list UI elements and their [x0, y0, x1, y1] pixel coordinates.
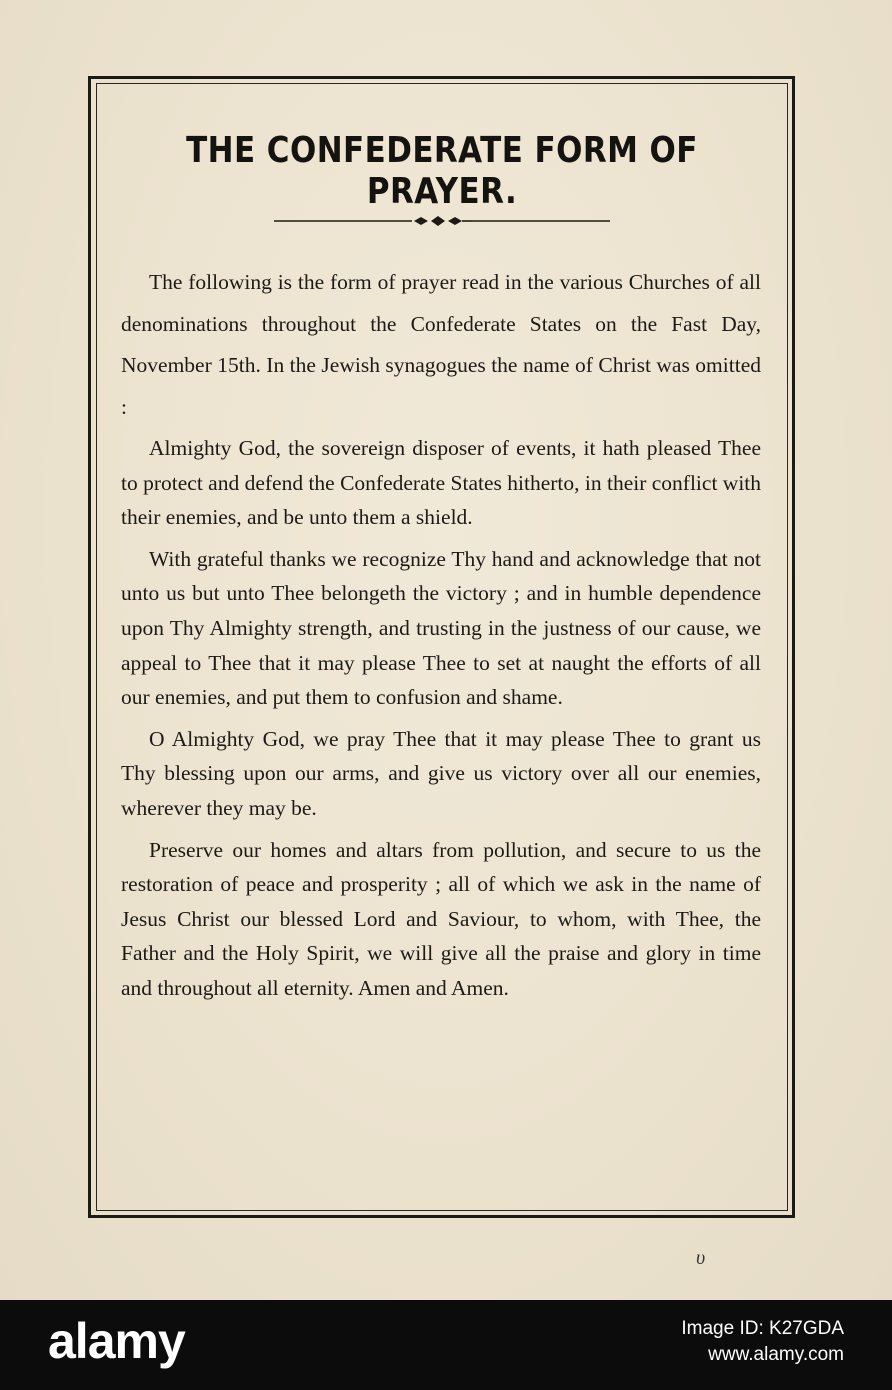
prayer-paragraph-2: With grateful thanks we recognize Thy hand and acknowledge that not unto us but unto Thee belongeth the victory ; and in humble dependence upon Thy Almighty strength, and trusting in the justness of our cause, we appeal to Thee that it may please Thee to set at naught the efforts of all our enemies, and put them to confusion and shame.: [121, 546, 761, 710]
page-mark: υ: [696, 1247, 706, 1269]
prayer-text: [121, 262, 761, 1013]
intro-paragraph: The following is the form of prayer read in the various Churches of all denominations throughout the Confederate States on the Fast Day, November 15th. In the Jewish synagogues the name of Christ was omitted :: [121, 270, 761, 419]
alamy-logo: alamy: [48, 1313, 185, 1369]
prayer-paragraph-3: O Almighty God, we pray Thee that it may please Thee to grant us Thy blessing upon our arms, and give us victory over all our enemies, wherever they may be.: [121, 726, 761, 820]
prayer-paragraph-1: Almighty God, the sovereign disposer of events, it hath pleased Thee to protect and defend the Confederate States hitherto, in their conflict with their enemies, and be unto them a shield.: [121, 436, 762, 530]
title-divider-ornament: [274, 213, 610, 229]
site-url-label: www.alamy.com: [708, 1344, 844, 1365]
document-title: THE CONFEDERATE FORM OF PRAYER.: [186, 130, 698, 212]
prayer-paragraph-4: Preserve our homes and altars from pollution, and secure to us the restoration of peace and prosperity ; all of which we ask in the name of Jesus Christ our blessed Lord and Saviour, to whom, with Thee, the Father and the Holy Spirit, we will give all the praise and glory in time and throughout all eternity. Amen and Amen.: [121, 837, 761, 1000]
image-id-label: Image ID: K27GDA: [681, 1318, 844, 1339]
